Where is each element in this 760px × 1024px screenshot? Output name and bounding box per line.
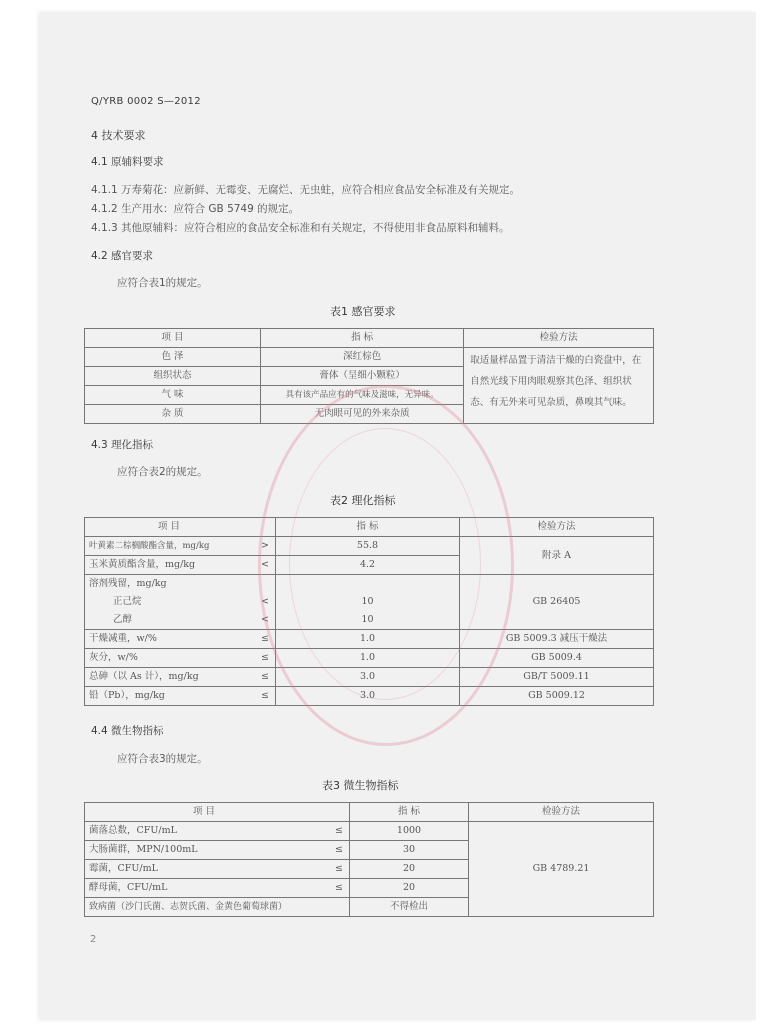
table2-row1-item: 叶黄素二棕榈酸酯含量，mg/kg [85, 537, 254, 556]
table3-row2-item: 大肠菌群，MPN/100mL [85, 841, 324, 860]
table-sensory [84, 328, 654, 424]
table-row [85, 348, 654, 367]
table2-row5-value: 10 [276, 611, 460, 630]
page-number: 2 [90, 934, 97, 945]
section-4-2-text: 应符合表1的规定。 [117, 277, 208, 289]
table3-row1-symbol: ≤ [323, 822, 350, 841]
table3-row3-symbol: ≤ [323, 860, 350, 879]
section-4-2-title: 4.2 感官要求 [91, 250, 154, 262]
table1-header-item: 项 目 [85, 329, 261, 348]
table1-row2-item: 组织状态 [85, 367, 261, 386]
section-4-1-title: 4.1 原辅料要求 [91, 156, 164, 168]
table-row [85, 575, 654, 594]
table2-header-value: 指 标 [276, 518, 460, 537]
table2-caption: 表2 理化指标 [330, 494, 396, 507]
table2-method-appendix: 附录 A [460, 537, 654, 575]
table3-row5-value: 不得检出 [350, 898, 469, 917]
table1-row3-item: 气 味 [85, 386, 261, 405]
table1-row4-value: 无肉眼可见的外来杂质 [261, 405, 464, 424]
table3-row1-item: 菌落总数，CFU/mL [85, 822, 324, 841]
table2-method-arsenic: GB/T 5009.11 [460, 668, 654, 687]
clause-4-1-3: 4.1.3 其他原辅料：应符合相应的食品安全标准和有关规定，不得使用非食品原料和辅料。 [91, 222, 510, 234]
table1-caption: 表1 感官要求 [330, 305, 396, 318]
table3-header-method: 检验方法 [469, 803, 654, 822]
table3-header-item: 项 目 [85, 803, 324, 822]
table3-row4-value: 20 [350, 879, 469, 898]
table2-row4-value: 10 [276, 593, 460, 611]
table1-row3-value: 具有该产品应有的气味及滋味，无异味。 [261, 386, 464, 405]
table2-header-method: 检验方法 [460, 518, 654, 537]
table3-row3-item: 霉菌，CFU/mL [85, 860, 324, 879]
table1-method: 取适量样品置于清洁干燥的白瓷盘中，在自然光线下用肉眼观察其色泽、组织状态、有无外来可见杂质，鼻嗅其气味。 [464, 348, 654, 424]
table2-row2-value: 4.2 [276, 556, 460, 575]
standard-code: Q/YRB 0002 S—2012 [91, 96, 201, 107]
table2-method-lead: GB 5009.12 [460, 687, 654, 706]
table2-header-item: 项 目 [85, 518, 254, 537]
table3-row3-value: 20 [350, 860, 469, 879]
table2-row9-item: 铅（Pb），mg/kg [85, 687, 254, 706]
table1-row1-value: 深红棕色 [261, 348, 464, 367]
table2-row1-value: 55.8 [276, 537, 460, 556]
table2-method-solvent: GB 26405 [460, 575, 654, 630]
table2-row4-item: 正己烷 [85, 593, 254, 611]
table-row [85, 630, 654, 649]
table-row [85, 537, 654, 556]
clause-4-1-2: 4.1.2 生产用水：应符合 GB 5749 的规定。 [91, 203, 300, 215]
table2-row6-item: 干燥减重，w/% [85, 630, 254, 649]
table2-row1-symbol: > [253, 537, 276, 556]
table2-row2-item: 玉米黄质酯含量，mg/kg [85, 556, 254, 575]
section-4-4-title: 4.4 微生物指标 [91, 725, 164, 737]
section-4-title: 4 技术要求 [91, 129, 146, 142]
table1-row2-value: 膏体（呈细小颗粒） [261, 367, 464, 386]
table3-row2-symbol: ≤ [323, 841, 350, 860]
table3-row4-symbol: ≤ [323, 879, 350, 898]
table3-header-value: 指 标 [350, 803, 469, 822]
table3-caption: 表3 微生物指标 [322, 779, 399, 792]
table2-row2-symbol: < [253, 556, 276, 575]
table2-row5-item: 乙醇 [85, 611, 254, 630]
table1-header-value: 指 标 [261, 329, 464, 348]
table2-row6-symbol: ≤ [253, 630, 276, 649]
section-4-3-title: 4.3 理化指标 [91, 439, 154, 451]
table2-row8-value: 3.0 [276, 668, 460, 687]
table-row [85, 822, 654, 841]
table2-row9-symbol: ≤ [253, 687, 276, 706]
table-row [85, 649, 654, 668]
section-4-4-text: 应符合表3的规定。 [117, 753, 208, 765]
table-physchem [84, 517, 654, 706]
table2-row8-item: 总砷（以 As 计），mg/kg [85, 668, 254, 687]
clause-4-1-1: 4.1.1 万寿菊花：应新鲜、无霉变、无腐烂、无虫蛀，应符合相应食品安全标准及有关规定。 [91, 184, 521, 196]
table-row [85, 687, 654, 706]
table-row [85, 668, 654, 687]
table2-method-ash: GB 5009.4 [460, 649, 654, 668]
section-4-3-text: 应符合表2的规定。 [117, 466, 208, 478]
table1-row1-item: 色 泽 [85, 348, 261, 367]
table1-header-method: 检验方法 [464, 329, 654, 348]
table2-method-drying: GB 5009.3 减压干燥法 [460, 630, 654, 649]
table2-row5-symbol: < [253, 611, 276, 630]
table2-row7-item: 灰分，w/% [85, 649, 254, 668]
table3-row1-value: 1000 [350, 822, 469, 841]
table2-row8-symbol: ≤ [253, 668, 276, 687]
table3-method: GB 4789.21 [469, 822, 654, 917]
table-microbial [84, 802, 654, 917]
table3-row2-value: 30 [350, 841, 469, 860]
table1-row4-item: 杂 质 [85, 405, 261, 424]
table3-row5-item: 致病菌（沙门氏菌、志贺氏菌、金黄色葡萄球菌） [85, 898, 350, 917]
table2-row4-symbol: < [253, 593, 276, 611]
table2-row7-value: 1.0 [276, 649, 460, 668]
table2-row9-value: 3.0 [276, 687, 460, 706]
table3-row4-item: 酵母菌，CFU/mL [85, 879, 324, 898]
table2-row6-value: 1.0 [276, 630, 460, 649]
table2-row7-symbol: ≤ [253, 649, 276, 668]
table2-row3-item: 溶剂残留，mg/kg [85, 575, 254, 594]
